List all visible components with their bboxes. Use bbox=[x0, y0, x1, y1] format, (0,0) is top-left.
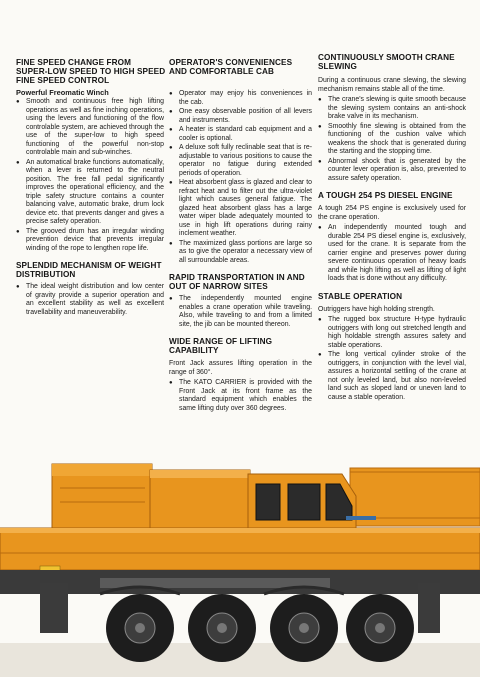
stable-intro: Outriggers have high holding strength. bbox=[318, 305, 435, 313]
wheel-4 bbox=[346, 594, 414, 662]
transport-list bbox=[169, 295, 312, 329]
list-item: ● An automatical brake functions automatically, when a lever is returned to the neutral position. The free fall pedal significantly improves the operational efficiency, and the triple safety structure contains a counter balancing valve, automatic brake, drum lock device etc. that prevents danger and gives a precise safety operation. bbox=[16, 159, 164, 227]
heading-fine-speed-2: SUPER-LOW SPEED TO HIGH SPEED bbox=[16, 67, 166, 76]
stable-list bbox=[318, 316, 466, 402]
list-item: ● Smoothly fine slewing is obtained from the functioning of the cushion valve which weakens the shock that is generated during the starting and the stopping time. bbox=[318, 123, 466, 157]
list-item: ● The ideal weight distribution and low center of gravity provide a superior operation and an excellent stability as well as excellent travellability and maneuverability. bbox=[16, 283, 164, 317]
heading-crane-slewing: CONTINUOUSLY SMOOTH CRANE SLEWING bbox=[318, 53, 455, 71]
heading-fine-speed-1: FINE SPEED CHANGE FROM bbox=[16, 58, 132, 67]
winch-list bbox=[16, 98, 164, 253]
weight-list bbox=[16, 283, 164, 317]
list-item: ● The independently mounted engine enables a crane operation while traveling. Also, while traveling to and from a limited site, the jib can be mounted thereon. bbox=[169, 295, 312, 329]
engine-list bbox=[318, 224, 466, 284]
heading-lifting-capability: WIDE RANGE OF LIFTING CAPABILITY bbox=[169, 337, 273, 355]
wheel-3 bbox=[270, 594, 338, 662]
operator-list bbox=[169, 90, 312, 265]
list-item: ● A deluxe soft fully reclinable seat that is re-adjustable to various positions to cause the operator no fatigue during extended periods of operation. bbox=[169, 144, 312, 178]
lifting-list bbox=[169, 379, 312, 413]
cab-window-2 bbox=[288, 484, 320, 520]
heading-fine-speed-3: FINE SPEED CONTROL bbox=[16, 76, 110, 85]
list-item: ● Smooth and continuous free high lifting operations as well as fine inching operations, using the levers and functioning of the flow controlable system, are achieved through the use of the super-low to high speed functioning of the powerful non-stop controlable main and sub-winches. bbox=[16, 98, 164, 158]
crane-truck-illustration bbox=[0, 458, 480, 677]
heading-operator-2: AND COMFORTABLE CAB bbox=[169, 67, 274, 76]
heading-rapid-transport: RAPID TRANSPORTATION IN AND OUT OF NARROW SITES bbox=[169, 273, 305, 291]
wheel-2 bbox=[188, 594, 256, 662]
heading-diesel-engine: A TOUGH 254 PS DIESEL ENGINE bbox=[318, 191, 453, 200]
list-item: ● The maximized glass portions are large so as to give the operator a necessary view of all surroundable areas. bbox=[169, 240, 312, 266]
subheading-freomatic-winch: Powerful Freomatic Winch bbox=[16, 88, 109, 97]
list-item: ● Operator may enjoy his conveniences in the cab. bbox=[169, 90, 312, 107]
lifting-intro: Front Jack assures lifting operation in the range of 360°. bbox=[169, 360, 312, 376]
heading-stable-operation: STABLE OPERATION bbox=[318, 291, 403, 301]
column-middle bbox=[169, 58, 312, 414]
heading-weight-distribution: SPLENDID MECHANISM OF WEIGHT DISTRIBUTION bbox=[16, 261, 162, 279]
list-item: ● One easy observable position of all levers and instruments. bbox=[169, 108, 312, 125]
list-item: ● The rugged box structure H-type hydraulic outriggers with long out stretched length and high holdable strength assures safety and stable operations. bbox=[318, 316, 466, 350]
slewing-intro: During a continuous crane slewing, the slewing mechanism remains stable all of the time. bbox=[318, 77, 466, 93]
list-item: ● An independently mounted tough and durable 254 PS diesel engine is, exclusively, used for the crane. It is separate from the carrier engine and preserves power during severe continuous operation of heavy loads and while high lifting as well as lifting of light loads that is done without any difficulty. bbox=[318, 224, 466, 284]
list-item: ● The long vertical cylinder stroke of the outriggers, in conjunction with the level vial, assures a horizontal settling of the crane at not only leveled land, but also non-leveled land such as sloped land or uneven land to cause a stable operation. bbox=[318, 351, 466, 402]
list-item: ● Abnormal shock that is generated by the counter lever operation is, also, prevented to assure safety operation. bbox=[318, 158, 466, 184]
wheel-1 bbox=[106, 594, 174, 662]
list-item: ● The KATO CARRIER is provided with the Front Jack at its front frame as the standard equipment which enables the same lifting duty over 360 degrees. bbox=[169, 379, 312, 413]
list-item: ● A heater is standard cab equipment and a cooler is optional. bbox=[169, 126, 312, 143]
column-right bbox=[318, 53, 466, 403]
list-item: ● Heat absorbent glass is glazed and clear to refract heat and to filter out the ultra-violet light which causes general fatigue. The glazed heat absorbent glass has a large water wiper blade adequately mounted to use in high lift operations during rainy inclement weather. bbox=[169, 179, 312, 239]
engine-intro: A tough 254 PS engine is exclusively used for the crane operation. bbox=[318, 205, 466, 221]
slewing-list bbox=[318, 96, 466, 183]
cab-window-1 bbox=[256, 484, 280, 520]
heading-operator-1: OPERATOR'S CONVENIENCES bbox=[169, 58, 293, 67]
list-item: ● The grooved drum has an irregular winding prevention device that prevents irregular winding of the rope to lengthen rope life. bbox=[16, 228, 164, 254]
list-item: ● The crane's slewing is quite smooth because the slewing system contains an anti-shock brake valve in its mechanism. bbox=[318, 96, 466, 122]
column-left bbox=[16, 58, 164, 318]
